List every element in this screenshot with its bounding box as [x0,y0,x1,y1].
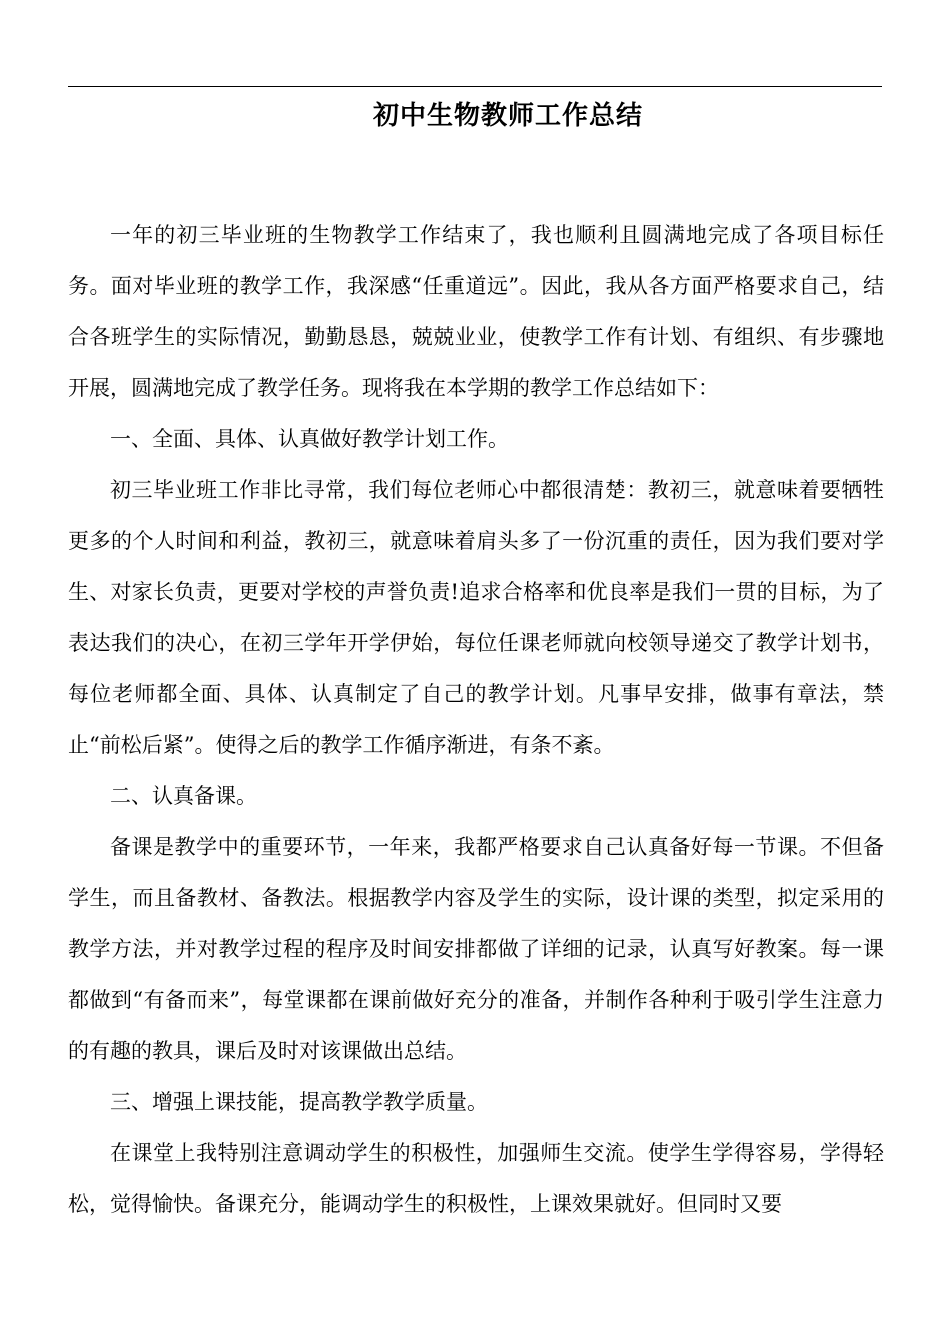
intro-paragraph: 一年的初三毕业班的生物教学工作结束了，我也顺利且圆满地完成了各项目标任务。面对毕业班的教学工作，我深感“任重道远”。因此，我从各方面严格要求自己，结合各班学生的实际情况，勤勤恳恳，兢兢业业，使教学工作有计划、有组织、有步骤地开展，圆满地完成了教学任务。现将我在本学期的教学工作总结如下： [68,223,884,400]
section-3-paragraph: 在课堂上我特别注意调动学生的积极性，加强师生交流。使学生学得容易，学得轻松，觉得愉快。备课充分，能调动学生的积极性，上课效果就好。但同时又要 [68,1141,884,1216]
document-title: 初中生物教师工作总结 [372,101,643,131]
section-heading-3: 三、增强上课技能，提高教学教学质量。 [110,1090,488,1114]
section-heading-2: 二、认真备课。 [110,784,257,808]
section-heading-1: 一、全面、具体、认真做好教学计划工作。 [110,427,509,451]
section-2-paragraph: 备课是教学中的重要环节，一年来，我都严格要求自己认真备好每一节课。不但备学生，而且备教材、备教法。根据教学内容及学生的实际，设计课的类型，拟定采用的教学方法，并对教学过程的程序及时间安排都做了详细的记录，认真写好教案。每一课都做到“有备而来”，每堂课都在课前做好充分的准备，并制作各种利于吸引学生注意力的有趣的教具，课后及时对该课做出总结。 [68,835,884,1063]
header-rule [68,86,882,87]
document-body [68,210,884,1230]
section-1-paragraph: 初三毕业班工作非比寻常，我们每位老师心中都很清楚：教初三，就意味着要牺牲更多的个人时间和利益，教初三，就意味着肩头多了一份沉重的责任，因为我们要对学生、对家长负责，更要对学校的声誉负责!追求合格率和优良率是我们一贯的目标，为了表达我们的决心，在初三学年开学伊始，每位任课老师就向校领导递交了教学计划书，每位老师都全面、具体、认真制定了自己的教学计划。凡事早安排，做事有章法，禁止“前松后紧”。使得之后的教学工作循序渐进，有条不紊。 [68,478,884,757]
